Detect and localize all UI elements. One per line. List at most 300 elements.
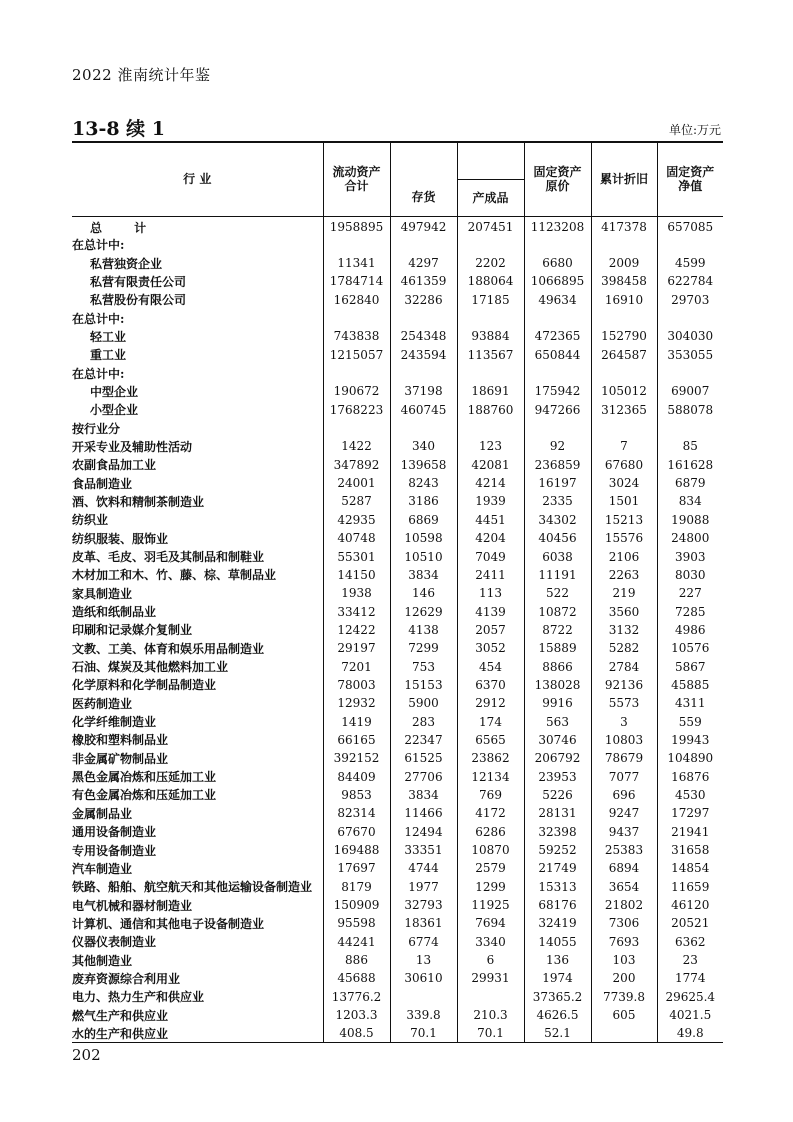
- cell-finished-goods: 4214: [457, 474, 524, 492]
- cell-inventory: 497942: [390, 216, 457, 236]
- cell-inventory: [390, 419, 457, 437]
- cell-net-fixed-assets: 6362: [657, 933, 723, 951]
- column-header-current-assets-line1: 流动资产: [332, 165, 381, 180]
- cell-finished-goods: [457, 309, 524, 327]
- cell-finished-goods: 7694: [457, 914, 524, 932]
- cell-net-fixed-assets: 10576: [657, 639, 723, 657]
- column-header-inventory-top: [390, 142, 457, 179]
- cell-inventory: 10510: [390, 547, 457, 565]
- cell-finished-goods: 207451: [457, 216, 524, 236]
- cell-current-assets: 78003: [323, 676, 390, 694]
- cell-inventory: 15153: [390, 676, 457, 694]
- cell-net-fixed-assets: 6879: [657, 474, 723, 492]
- cell-net-fixed-assets: 834: [657, 492, 723, 510]
- cell-current-assets: 67670: [323, 823, 390, 841]
- cell-finished-goods: 6286: [457, 823, 524, 841]
- table-row: [72, 1024, 723, 1042]
- cell-fixed-assets: 136: [524, 951, 591, 969]
- cell-inventory: 4138: [390, 621, 457, 639]
- cell-current-assets: 40748: [323, 529, 390, 547]
- cell-finished-goods: 7049: [457, 547, 524, 565]
- table-row: [72, 511, 723, 529]
- cell-depreciation: [591, 236, 657, 254]
- cell-fixed-assets: 16197: [524, 474, 591, 492]
- table-number: 13-8 续 1: [72, 118, 165, 140]
- cell-finished-goods: [457, 419, 524, 437]
- cell-current-assets: 9853: [323, 786, 390, 804]
- cell-fixed-assets: 4626.5: [524, 1006, 591, 1024]
- cell-finished-goods: 6565: [457, 731, 524, 749]
- cell-finished-goods: 210.3: [457, 1006, 524, 1024]
- row-label: 计算机、通信和其他电子设备制造业: [72, 916, 265, 931]
- cell-net-fixed-assets: 49.8: [657, 1024, 723, 1042]
- cell-inventory: 6774: [390, 933, 457, 951]
- cell-finished-goods: 2912: [457, 694, 524, 712]
- cell-inventory: 4744: [390, 859, 457, 877]
- table-row: [72, 327, 723, 345]
- table-row: [72, 382, 723, 400]
- table-row: [72, 272, 723, 290]
- row-label: 酒、饮料和精制茶制造业: [72, 494, 205, 509]
- cell-inventory: 339.8: [390, 1006, 457, 1024]
- row-label: 食品制造业: [72, 476, 133, 491]
- row-label: 造纸和纸制品业: [72, 605, 157, 620]
- row-label: 私营独资企业: [90, 256, 163, 271]
- cell-fixed-assets: 563: [524, 712, 591, 730]
- cell-net-fixed-assets: 29625.4: [657, 988, 723, 1006]
- cell-fixed-assets: 32398: [524, 823, 591, 841]
- cell-finished-goods: 1299: [457, 878, 524, 896]
- row-label: 其他制造业: [72, 953, 133, 968]
- cell-depreciation: 16910: [591, 291, 657, 309]
- cell-net-fixed-assets: 16876: [657, 767, 723, 785]
- table-row: [72, 346, 723, 364]
- cell-depreciation: 696: [591, 786, 657, 804]
- cell-net-fixed-assets: 19088: [657, 511, 723, 529]
- statistics-table: [72, 141, 723, 1043]
- cell-inventory: 12629: [390, 602, 457, 620]
- cell-fixed-assets: 6680: [524, 254, 591, 272]
- table-row: [72, 437, 723, 455]
- cell-inventory: 283: [390, 712, 457, 730]
- column-header-current-assets-line2: 合计: [344, 179, 369, 194]
- cell-fixed-assets: [524, 236, 591, 254]
- cell-net-fixed-assets: 353055: [657, 346, 723, 364]
- table-row: [72, 878, 723, 896]
- table-row: [72, 401, 723, 419]
- cell-fixed-assets: 8866: [524, 657, 591, 675]
- cell-net-fixed-assets: 622784: [657, 272, 723, 290]
- cell-current-assets: 13776.2: [323, 988, 390, 1006]
- cell-net-fixed-assets: 14854: [657, 859, 723, 877]
- cell-current-assets: 82314: [323, 804, 390, 822]
- cell-depreciation: 1501: [591, 492, 657, 510]
- row-label: 总 计: [90, 220, 161, 235]
- row-label: 纺织业: [72, 513, 109, 528]
- cell-current-assets: 408.5: [323, 1024, 390, 1042]
- cell-current-assets: 29197: [323, 639, 390, 657]
- cell-current-assets: [323, 419, 390, 437]
- column-header-depreciation: 累计折旧: [591, 142, 657, 216]
- cell-depreciation: 25383: [591, 841, 657, 859]
- cell-current-assets: 162840: [323, 291, 390, 309]
- cell-current-assets: 150909: [323, 896, 390, 914]
- cell-finished-goods: 769: [457, 786, 524, 804]
- table-row: [72, 456, 723, 474]
- table-row: [72, 529, 723, 547]
- cell-fixed-assets: 49634: [524, 291, 591, 309]
- cell-net-fixed-assets: 85: [657, 437, 723, 455]
- cell-current-assets: 24001: [323, 474, 390, 492]
- cell-inventory: [390, 236, 457, 254]
- column-header-fixed-assets: [524, 142, 591, 216]
- row-label: 轻工业: [90, 329, 127, 344]
- row-label: 中型企业: [90, 384, 139, 399]
- cell-fixed-assets: 1066895: [524, 272, 591, 290]
- cell-finished-goods: 93884: [457, 327, 524, 345]
- cell-inventory: [390, 364, 457, 382]
- row-label: 在总计中:: [72, 366, 125, 381]
- table-row: [72, 216, 723, 236]
- cell-depreciation: 103: [591, 951, 657, 969]
- cell-finished-goods: 70.1: [457, 1024, 524, 1042]
- cell-current-assets: 1419: [323, 712, 390, 730]
- row-label: 小型企业: [90, 403, 139, 418]
- row-label: 开采专业及辅助性活动: [72, 439, 193, 454]
- row-label: 在总计中:: [72, 311, 125, 326]
- cell-finished-goods: 29931: [457, 969, 524, 987]
- table-row: [72, 804, 723, 822]
- cell-fixed-assets: 34302: [524, 511, 591, 529]
- cell-depreciation: 2009: [591, 254, 657, 272]
- cell-inventory: 7299: [390, 639, 457, 657]
- cell-depreciation: 3132: [591, 621, 657, 639]
- cell-depreciation: 3: [591, 712, 657, 730]
- cell-current-assets: 45688: [323, 969, 390, 987]
- cell-fixed-assets: 14055: [524, 933, 591, 951]
- table-row: [72, 786, 723, 804]
- column-header-net-fixed-assets-line2: 净值: [678, 179, 703, 194]
- table-row: [72, 676, 723, 694]
- cell-current-assets: 55301: [323, 547, 390, 565]
- cell-fixed-assets: [524, 309, 591, 327]
- cell-finished-goods: 4172: [457, 804, 524, 822]
- cell-depreciation: 9437: [591, 823, 657, 841]
- cell-net-fixed-assets: [657, 419, 723, 437]
- cell-current-assets: 1215057: [323, 346, 390, 364]
- cell-current-assets: 17697: [323, 859, 390, 877]
- table-row: [72, 914, 723, 932]
- cell-net-fixed-assets: [657, 309, 723, 327]
- cell-net-fixed-assets: 161628: [657, 456, 723, 474]
- row-label: 皮革、毛皮、羽毛及其制品和制鞋业: [72, 550, 265, 565]
- cell-inventory: 254348: [390, 327, 457, 345]
- cell-current-assets: 190672: [323, 382, 390, 400]
- cell-net-fixed-assets: 559: [657, 712, 723, 730]
- cell-depreciation: 200: [591, 969, 657, 987]
- row-label: 化学原料和化学制品制造业: [72, 678, 217, 693]
- cell-current-assets: 8179: [323, 878, 390, 896]
- row-label: 重工业: [90, 348, 127, 363]
- cell-net-fixed-assets: 46120: [657, 896, 723, 914]
- cell-finished-goods: 42081: [457, 456, 524, 474]
- row-label: 私营有限责任公司: [90, 274, 187, 289]
- cell-net-fixed-assets: 11659: [657, 878, 723, 896]
- cell-fixed-assets: 37365.2: [524, 988, 591, 1006]
- cell-current-assets: 7201: [323, 657, 390, 675]
- cell-inventory: 753: [390, 657, 457, 675]
- cell-depreciation: 6894: [591, 859, 657, 877]
- row-label: 石油、煤炭及其他燃料加工业: [72, 660, 229, 675]
- cell-depreciation: 5282: [591, 639, 657, 657]
- cell-current-assets: 392152: [323, 749, 390, 767]
- table-row: [72, 767, 723, 785]
- cell-depreciation: [591, 364, 657, 382]
- cell-inventory: 461359: [390, 272, 457, 290]
- cell-fixed-assets: 522: [524, 584, 591, 602]
- cell-finished-goods: 17185: [457, 291, 524, 309]
- cell-finished-goods: 2579: [457, 859, 524, 877]
- cell-inventory: [390, 309, 457, 327]
- cell-net-fixed-assets: 1774: [657, 969, 723, 987]
- table-row: [72, 933, 723, 951]
- cell-current-assets: 66165: [323, 731, 390, 749]
- cell-depreciation: 92136: [591, 676, 657, 694]
- cell-finished-goods: 1939: [457, 492, 524, 510]
- table-row: [72, 547, 723, 565]
- table-row: [72, 419, 723, 437]
- table-row: [72, 988, 723, 1006]
- cell-current-assets: 743838: [323, 327, 390, 345]
- column-header-net-fixed-assets-line1: 固定资产: [666, 165, 715, 180]
- cell-current-assets: 12932: [323, 694, 390, 712]
- cell-depreciation: [591, 309, 657, 327]
- cell-depreciation: 2784: [591, 657, 657, 675]
- cell-net-fixed-assets: 4986: [657, 621, 723, 639]
- row-label: 私营股份有限公司: [90, 293, 187, 308]
- row-label: 家具制造业: [72, 586, 133, 601]
- cell-depreciation: 7306: [591, 914, 657, 932]
- table-row: [72, 474, 723, 492]
- table-row: [72, 951, 723, 969]
- table-row: [72, 621, 723, 639]
- cell-current-assets: 886: [323, 951, 390, 969]
- cell-net-fixed-assets: 31658: [657, 841, 723, 859]
- cell-net-fixed-assets: 23: [657, 951, 723, 969]
- cell-net-fixed-assets: 657085: [657, 216, 723, 236]
- cell-inventory: 1977: [390, 878, 457, 896]
- table-header: [72, 142, 723, 216]
- table-row: [72, 236, 723, 254]
- cell-inventory: 4297: [390, 254, 457, 272]
- cell-net-fixed-assets: [657, 364, 723, 382]
- table-row: [72, 694, 723, 712]
- row-label: 有色金属冶炼和压延加工业: [72, 788, 217, 803]
- cell-finished-goods: 188064: [457, 272, 524, 290]
- cell-inventory: 10598: [390, 529, 457, 547]
- cell-current-assets: 5287: [323, 492, 390, 510]
- table-row: [72, 841, 723, 859]
- cell-fixed-assets: 11191: [524, 566, 591, 584]
- table-row: [72, 896, 723, 914]
- cell-finished-goods: 10870: [457, 841, 524, 859]
- table-row: [72, 291, 723, 309]
- row-label: 按行业分: [72, 421, 121, 436]
- cell-current-assets: 1958895: [323, 216, 390, 236]
- cell-depreciation: 7693: [591, 933, 657, 951]
- cell-current-assets: 1203.3: [323, 1006, 390, 1024]
- cell-net-fixed-assets: 3903: [657, 547, 723, 565]
- cell-finished-goods: 113: [457, 584, 524, 602]
- cell-finished-goods: 3052: [457, 639, 524, 657]
- row-label: 在总计中:: [72, 238, 125, 253]
- table-row: [72, 749, 723, 767]
- cell-depreciation: 312365: [591, 401, 657, 419]
- cell-fixed-assets: 10872: [524, 602, 591, 620]
- row-label: 木材加工和木、竹、藤、棕、草制品业: [72, 568, 277, 583]
- cell-depreciation: 10803: [591, 731, 657, 749]
- cell-inventory: 30610: [390, 969, 457, 987]
- cell-net-fixed-assets: 4530: [657, 786, 723, 804]
- cell-inventory: 8243: [390, 474, 457, 492]
- cell-fixed-assets: 236859: [524, 456, 591, 474]
- cell-finished-goods: 4451: [457, 511, 524, 529]
- cell-fixed-assets: 947266: [524, 401, 591, 419]
- row-label: 仪器仪表制造业: [72, 935, 157, 950]
- cell-depreciation: 67680: [591, 456, 657, 474]
- cell-fixed-assets: 59252: [524, 841, 591, 859]
- cell-fixed-assets: 1974: [524, 969, 591, 987]
- cell-net-fixed-assets: 17297: [657, 804, 723, 822]
- row-label: 文教、工美、体育和娱乐用品制造业: [72, 641, 265, 656]
- cell-current-assets: 84409: [323, 767, 390, 785]
- row-label: 汽车制造业: [72, 861, 133, 876]
- column-header-current-assets: [323, 142, 390, 216]
- cell-depreciation: 3560: [591, 602, 657, 620]
- cell-depreciation: 7: [591, 437, 657, 455]
- cell-finished-goods: 123: [457, 437, 524, 455]
- cell-fixed-assets: 2335: [524, 492, 591, 510]
- row-label: 医药制造业: [72, 696, 133, 711]
- cell-inventory: 32793: [390, 896, 457, 914]
- cell-current-assets: 11341: [323, 254, 390, 272]
- cell-inventory: [390, 988, 457, 1006]
- cell-finished-goods: 174: [457, 712, 524, 730]
- cell-finished-goods: [457, 988, 524, 1006]
- cell-inventory: 139658: [390, 456, 457, 474]
- cell-net-fixed-assets: 588078: [657, 401, 723, 419]
- cell-depreciation: 5573: [591, 694, 657, 712]
- cell-fixed-assets: [524, 364, 591, 382]
- cell-fixed-assets: 52.1: [524, 1024, 591, 1042]
- cell-current-assets: 1768223: [323, 401, 390, 419]
- cell-depreciation: 3024: [591, 474, 657, 492]
- cell-inventory: 27706: [390, 767, 457, 785]
- table-row: [72, 584, 723, 602]
- cell-fixed-assets: 1123208: [524, 216, 591, 236]
- column-header-finished-goods: 产成品: [457, 179, 524, 216]
- cell-finished-goods: 18691: [457, 382, 524, 400]
- cell-inventory: 12494: [390, 823, 457, 841]
- table-row: [72, 731, 723, 749]
- table-body: [72, 216, 723, 1043]
- cell-finished-goods: 3340: [457, 933, 524, 951]
- cell-finished-goods: 6: [457, 951, 524, 969]
- cell-inventory: 3186: [390, 492, 457, 510]
- table-row: [72, 492, 723, 510]
- table-row: [72, 712, 723, 730]
- table-row: [72, 639, 723, 657]
- cell-net-fixed-assets: 5867: [657, 657, 723, 675]
- cell-finished-goods: 2057: [457, 621, 524, 639]
- row-label: 橡胶和塑料制品业: [72, 733, 169, 748]
- cell-inventory: 5900: [390, 694, 457, 712]
- row-label: 电气机械和器材制造业: [72, 898, 193, 913]
- column-header-inventory: 存货: [390, 179, 457, 216]
- cell-current-assets: 14150: [323, 566, 390, 584]
- row-label: 通用设备制造业: [72, 825, 157, 840]
- cell-fixed-assets: 138028: [524, 676, 591, 694]
- row-label: 农副食品加工业: [72, 458, 157, 473]
- cell-depreciation: 152790: [591, 327, 657, 345]
- cell-depreciation: 417378: [591, 216, 657, 236]
- cell-inventory: 3834: [390, 566, 457, 584]
- cell-current-assets: [323, 236, 390, 254]
- cell-net-fixed-assets: 8030: [657, 566, 723, 584]
- cell-finished-goods: 4204: [457, 529, 524, 547]
- cell-finished-goods: 113567: [457, 346, 524, 364]
- row-label: 废弃资源综合利用业: [72, 971, 181, 986]
- cell-inventory: 11466: [390, 804, 457, 822]
- cell-depreciation: 605: [591, 1006, 657, 1024]
- cell-depreciation: 15576: [591, 529, 657, 547]
- cell-net-fixed-assets: 20521: [657, 914, 723, 932]
- cell-net-fixed-assets: 19943: [657, 731, 723, 749]
- cell-net-fixed-assets: 4311: [657, 694, 723, 712]
- row-label: 铁路、船舶、航空航天和其他运输设备制造业: [72, 880, 313, 895]
- row-label: 水的生产和供应业: [72, 1024, 323, 1042]
- cell-net-fixed-assets: 69007: [657, 382, 723, 400]
- cell-depreciation: [591, 1024, 657, 1042]
- cell-net-fixed-assets: 7285: [657, 602, 723, 620]
- table-row: [72, 657, 723, 675]
- cell-depreciation: 9247: [591, 804, 657, 822]
- cell-depreciation: 2263: [591, 566, 657, 584]
- cell-net-fixed-assets: 45885: [657, 676, 723, 694]
- table-row: [72, 364, 723, 382]
- table-row: [72, 254, 723, 272]
- column-header-finished-goods-top: [457, 142, 524, 179]
- cell-net-fixed-assets: [657, 236, 723, 254]
- cell-current-assets: [323, 364, 390, 382]
- table-row: [72, 823, 723, 841]
- cell-current-assets: 33412: [323, 602, 390, 620]
- cell-fixed-assets: 23953: [524, 767, 591, 785]
- cell-net-fixed-assets: 24800: [657, 529, 723, 547]
- row-label: 印刷和记录媒介复制业: [72, 623, 193, 638]
- cell-finished-goods: 4139: [457, 602, 524, 620]
- running-head: 2022 淮南统计年鉴: [72, 66, 211, 84]
- cell-fixed-assets: 8722: [524, 621, 591, 639]
- row-label: 燃气生产和供应业: [72, 1008, 169, 1023]
- cell-depreciation: 7739.8: [591, 988, 657, 1006]
- cell-fixed-assets: 650844: [524, 346, 591, 364]
- cell-inventory: 243594: [390, 346, 457, 364]
- column-header-fixed-assets-line1: 固定资产: [533, 165, 582, 180]
- cell-depreciation: 78679: [591, 749, 657, 767]
- cell-fixed-assets: 30746: [524, 731, 591, 749]
- cell-depreciation: 105012: [591, 382, 657, 400]
